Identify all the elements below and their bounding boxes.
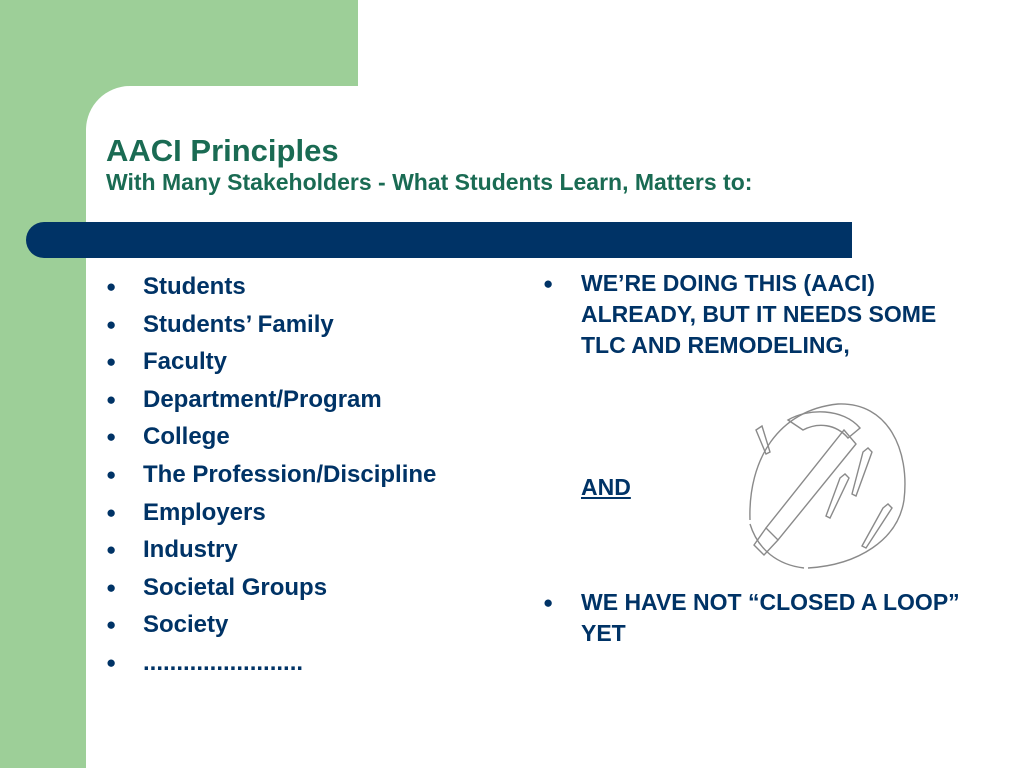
bullet-icon: ● xyxy=(106,352,117,372)
bullet-icon: ● xyxy=(543,593,554,612)
list-item: ● College xyxy=(106,418,526,456)
list-item: ● Faculty xyxy=(106,343,526,381)
bullet-icon: ● xyxy=(106,464,117,484)
list-item: ● The Profession/Discipline xyxy=(106,456,526,494)
list-item: ● Industry xyxy=(106,531,526,569)
slide-title: AACI Principles xyxy=(106,133,339,168)
list-item: ● Department/Program xyxy=(106,381,526,419)
list-item: ● ........................ xyxy=(106,644,526,682)
list-item: ● Students xyxy=(106,268,526,306)
bullet-icon: ● xyxy=(543,274,554,293)
title-divider-bar xyxy=(26,222,852,258)
slide-subtitle: With Many Stakeholders - What Students Learn, Matters to: xyxy=(106,169,753,195)
bullet-icon: ● xyxy=(106,427,117,447)
title-block xyxy=(106,134,986,196)
hammer-nails-icon xyxy=(748,400,908,570)
right-bullet-text: WE HAVE NOT “CLOSED A LOOP” YET xyxy=(581,589,960,646)
bullet-icon: ● xyxy=(106,540,117,560)
bullet-icon: ● xyxy=(106,314,117,334)
bullet-icon: ● xyxy=(106,277,117,296)
bullet-icon: ● xyxy=(106,577,117,597)
bullet-icon: ● xyxy=(106,389,117,409)
list-item: ● Society xyxy=(106,606,526,644)
stakeholder-list xyxy=(106,268,526,682)
list-item: ● Students’ Family xyxy=(106,306,526,344)
list-item: ● Employers xyxy=(106,494,526,532)
right-bullet-loop xyxy=(543,587,963,649)
bullet-icon: ● xyxy=(106,502,117,522)
green-left-strip xyxy=(0,0,86,768)
right-bullet-text: WE’RE DOING THIS (AACI) ALREADY, BUT IT NEEDS SOME TLC AND REMODELING, xyxy=(581,270,937,358)
right-bullet-remodeling xyxy=(543,268,963,361)
and-label: AND xyxy=(581,474,631,500)
bullet-icon: ● xyxy=(106,652,117,672)
list-item: ● Societal Groups xyxy=(106,569,526,607)
bullet-icon: ● xyxy=(106,615,117,635)
